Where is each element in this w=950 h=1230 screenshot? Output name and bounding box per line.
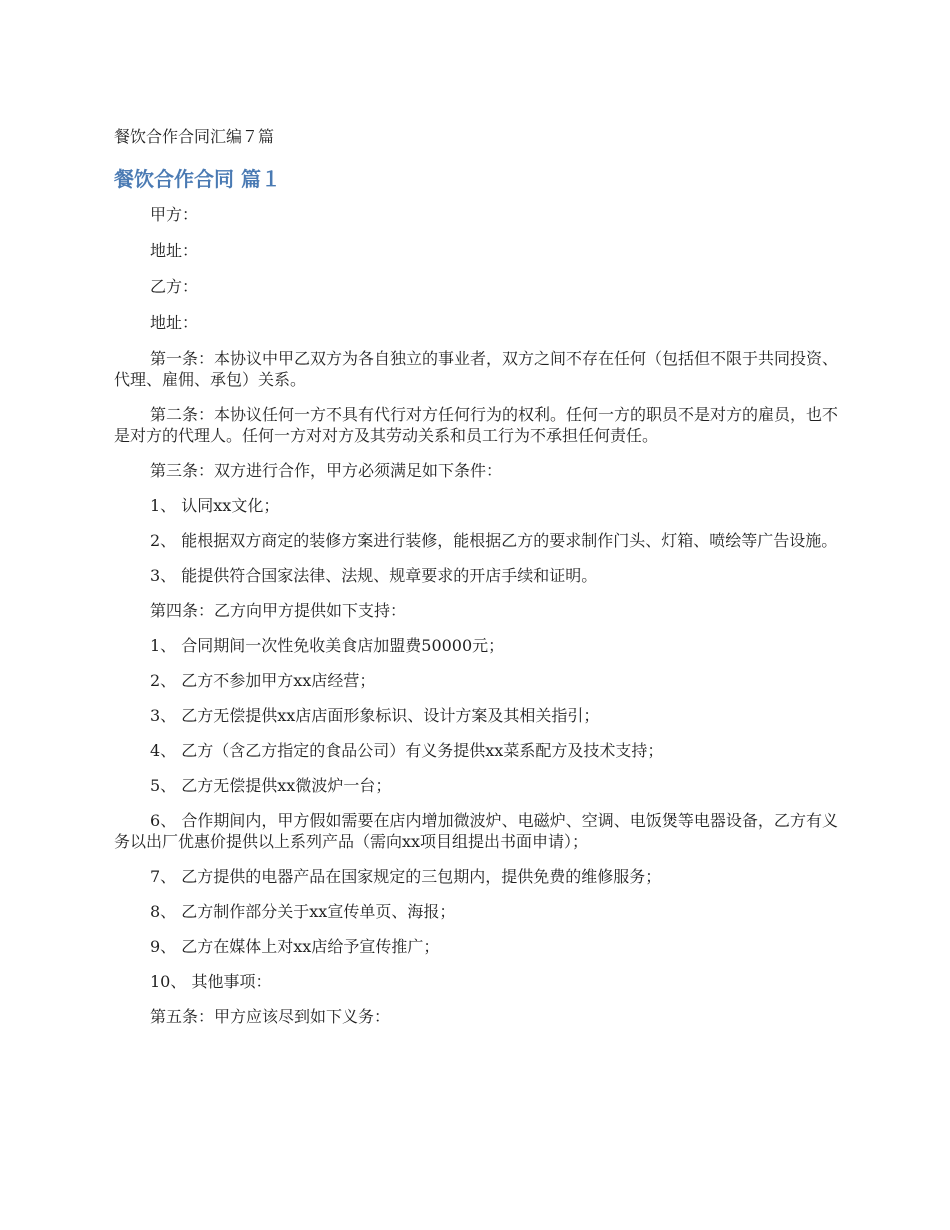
paragraph-article-3-item-2: 2、 能根据双方商定的装修方案进行装修，能根据乙方的要求制作门头、灯箱、喷绘等广告设施。 xyxy=(150,531,838,550)
paragraph-article-4-item-3: 3、 乙方无偿提供xx店店面形象标识、设计方案及其相关指引； xyxy=(150,706,600,725)
paragraph-article-3: 第三条：双方进行合作，甲方必须满足如下条件： xyxy=(150,461,503,480)
paragraph-article-4-item-1: 1、 合同期间一次性免收美食店加盟费50000元； xyxy=(150,636,505,655)
document-title: 餐饮合作合同汇编７篇 xyxy=(114,127,275,146)
paragraph-article-1: 第一条：本协议中甲乙双方为各自独立的事业者，双方之间不存在任何（包括但不限于共同投资、代理、雇佣、承包）关系。 xyxy=(114,349,839,389)
paragraph-party-b: 乙方： xyxy=(150,277,199,296)
paragraph-article-4-item-4: 4、 乙方（含乙方指定的食品公司）有义务提供xx菜系配方及技术支持； xyxy=(150,741,664,760)
paragraph-address-a: 地址： xyxy=(150,241,199,260)
paragraph-article-3-item-3: 3、 能提供符合国家法律、法规、规章要求的开店手续和证明。 xyxy=(150,566,598,585)
paragraph-article-4-item-2: 2、 乙方不参加甲方xx店经营； xyxy=(150,671,376,690)
section-heading: 餐饮合作合同 篇１ xyxy=(114,167,281,191)
paragraph-article-4-item-10: 10、 其他事项： xyxy=(150,972,272,991)
paragraph-article-4-item-7: 7、 乙方提供的电器产品在国家规定的三包期内，提供免费的维修服务； xyxy=(150,867,662,886)
paragraph-article-5: 第五条：甲方应该尽到如下义务： xyxy=(150,1007,391,1026)
paragraph-article-4-item-5: 5、 乙方无偿提供xx微波炉一台； xyxy=(150,776,392,795)
paragraph-article-2: 第二条：本协议任何一方不具有代行对方任何行为的权利。任何一方的职员不是对方的雇员，也不是对方的代理人。任何一方对对方及其劳动关系和员工行为不承担任何责任。 xyxy=(114,405,839,445)
paragraph-article-4: 第四条：乙方向甲方提供如下支持： xyxy=(150,601,407,620)
paragraph-party-a: 甲方： xyxy=(150,205,199,224)
paragraph-article-4-item-9: 9、 乙方在媒体上对xx店给予宣传推广； xyxy=(150,937,440,956)
paragraph-article-4-item-6: 6、 合作期间内，甲方假如需要在店内增加微波炉、电磁炉、空调、电饭煲等电器设备，乙方有义务以出厂优惠价提供以上系列产品（需向xx项目组提出书面申请）； xyxy=(114,811,838,851)
paragraph-article-3-item-1: 1、 认同xx文化； xyxy=(150,496,280,515)
paragraph-address-b: 地址： xyxy=(150,313,199,332)
paragraph-article-4-item-8: 8、 乙方制作部分关于xx宣传单页、海报； xyxy=(150,902,456,921)
